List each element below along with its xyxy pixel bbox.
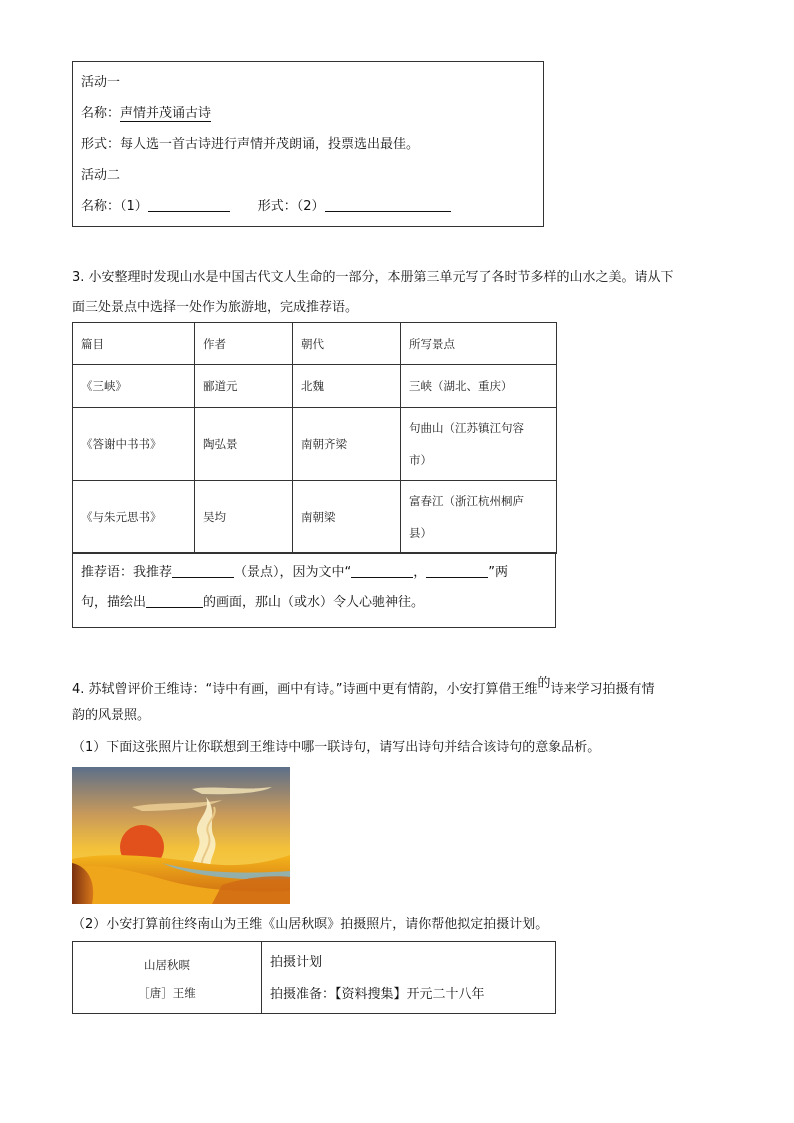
activity-one-form: 形式：每人选一首古诗进行声情并茂朗诵，投票选出最佳。 [81,137,420,152]
table-header-row [73,323,557,365]
activity-box [72,61,544,227]
recommend-text: 句，描绘出 [81,595,147,610]
activity-two-title: 活动二 [81,168,121,183]
plan-row [73,942,556,1014]
cell-spot-line: 句曲山（江苏镇江句容 [409,421,524,435]
cell-spot [401,481,557,554]
activity-two-name-label: 名称：（1） [81,199,148,214]
answer-blank-spot[interactable] [172,563,234,578]
answer-blank-quote-1[interactable] [351,563,413,578]
table-row [73,481,557,554]
activity-one-name [81,104,211,124]
plan-prep: 拍摄准备：【资料搜集】开元二十八年 [270,987,485,1002]
header-title: 篇目 [73,323,195,365]
q3-line-1: 3. 小安整理时发现山水是中国古代文人生命的一部分，本册第三单元写了各时节多样的山水之美。请从下 [72,270,674,285]
plan-cell [262,942,556,1014]
sunset-illustration-icon [72,767,290,904]
q4-sub-1: （1）下面这张照片让你联想到王维诗中哪一联诗句，请写出诗句并结合该诗句的意象品析。 [72,740,601,755]
q4-line-1 [72,674,655,700]
table-row [73,365,557,408]
recommend-text: 推荐语：我推荐 [81,565,173,580]
q4-text: 诗来学习拍摄有情 [550,682,655,697]
cell-dynasty: 南朝齐梁 [293,408,401,481]
header-dynasty: 朝代 [293,323,401,365]
cell-dynasty: 南朝梁 [293,481,401,554]
cell-spot-line: 县） [409,526,432,540]
activity-two-form-label: 形式：（2） [257,199,325,214]
q4-raised-char: 的 [537,676,551,691]
poem-author: ［唐］王维 [138,986,196,1000]
answer-blank-quote-2[interactable] [426,563,488,578]
q3-line-2: 面三处景点中选择一处作为旅游地，完成推荐语。 [72,300,359,315]
recommend-text: 的画面，那山（或水）令人心驰神往。 [203,595,425,610]
answer-blank-2[interactable] [325,197,451,212]
sunset-photo [72,767,290,904]
poem-cell [73,942,262,1014]
q4-line-2: 韵的风景照。 [72,708,151,723]
cell-spot-line: 富春江（浙江杭州桐庐 [409,494,524,508]
answer-blank-scene[interactable] [146,593,203,608]
q4-text: 4. 苏轼曾评价王维诗：“诗中有画，画中有诗。”诗画中更有情韵，小安打算借王维 [72,682,538,697]
cell-spot: 三峡（湖北、重庆） [401,365,557,408]
recommend-text: ， [413,565,427,580]
header-author: 作者 [195,323,293,365]
recommend-text: ”两 [488,565,509,580]
recommend-text: （景点），因为文中“ [234,565,352,580]
cell-dynasty: 北魏 [293,365,401,408]
table-row [73,408,557,481]
activity-one-name-value: 声情并茂诵古诗 [120,106,212,121]
cell-title: 《答谢中书书》 [73,408,195,481]
recommend-box [72,552,556,628]
plan-table [72,941,556,1014]
cell-spot-line: 市） [409,453,432,467]
q4-sub-2: （2）小安打算前往终南山为王维《山居秋暝》拍摄照片，请你帮他拟定拍摄计划。 [72,917,549,932]
cell-title: 《与朱元思书》 [73,481,195,554]
cell-author: 郦道元 [195,365,293,408]
answer-blank-1[interactable] [148,197,230,212]
cell-author: 陶弘景 [195,408,293,481]
activity-one-title: 活动一 [81,75,121,90]
cell-title: 《三峡》 [73,365,195,408]
cell-spot [401,408,557,481]
poem-title: 山居秋暝 [144,958,190,972]
recommend-line-2 [81,593,547,613]
header-scenic-spot: 所写景点 [401,323,557,365]
recommend-line-1 [81,563,547,583]
activity-two-line [81,197,451,217]
cell-author: 吴均 [195,481,293,554]
activity-one-name-label: 名称： [81,106,121,121]
scenic-table [72,322,557,554]
plan-title: 拍摄计划 [270,955,323,970]
